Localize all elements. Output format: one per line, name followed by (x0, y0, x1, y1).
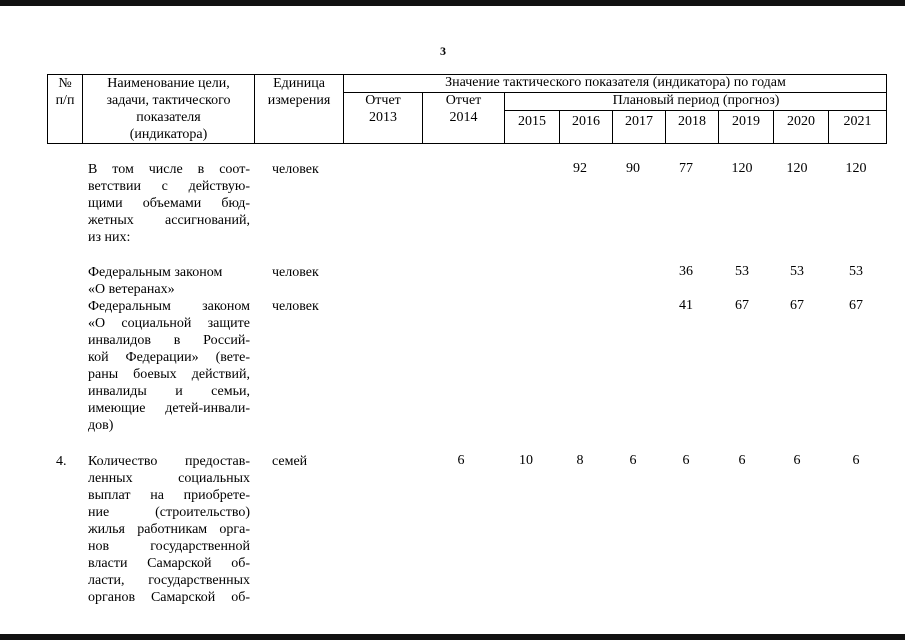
row3-name: Федеральным законом «О социальной защите инвалидов в Россий- кой Федерации» (вете- раны боевых действий, инвалиды и семьи, имеющие детей-инвали- дов) (88, 299, 250, 433)
row2-2020: 53 (790, 264, 804, 279)
header-year-2018: 2018 (678, 114, 706, 129)
row3-unit: человек (272, 299, 319, 314)
row1-2019: 120 (731, 161, 753, 176)
row4-num: 4. (56, 454, 67, 469)
row2-2019: 53 (735, 264, 749, 279)
row1-unit: человек (272, 162, 319, 177)
row4-2020: 6 (793, 453, 801, 468)
row1-2017: 90 (626, 161, 640, 176)
header-year-2015: 2015 (518, 114, 546, 129)
header-year-2021: 2021 (843, 114, 872, 129)
header-name-3: показателя (136, 110, 201, 125)
header-unit-2: измерения (267, 93, 331, 108)
row4-2019: 6 (738, 453, 746, 468)
header-year-2016: 2016 (572, 114, 600, 129)
row4-unit: семей (272, 454, 308, 469)
header-report-2014-label: Отчет (445, 93, 482, 108)
header-name-4: (индикатора) (129, 127, 208, 142)
row1-2016: 92 (573, 161, 587, 176)
header-name-1: Наименование цели, (107, 76, 230, 91)
header-year-2019: 2019 (732, 114, 760, 129)
row4-2017: 6 (629, 453, 637, 468)
row1-2018: 77 (679, 161, 693, 176)
header-unit-1: Единица (273, 76, 325, 91)
header-year-2020: 2020 (787, 114, 815, 129)
header-report-2013-year: 2013 (369, 110, 397, 125)
row3-2021: 67 (849, 298, 863, 313)
row3-2018: 41 (679, 298, 693, 313)
header-plan-period: Плановый период (прогноз) (612, 93, 780, 108)
row1-2021: 120 (845, 161, 867, 176)
row4-2014: 6 (457, 453, 465, 468)
row4-name: Количество предостав- ленных социальных выплат на приобрете- ние (строительство) жилья работникам орга- нов государственной власти Самарской об- ласти, государственных органов Самарской об- (88, 454, 250, 605)
table-header (47, 74, 887, 144)
scan-border-bottom (0, 634, 905, 640)
row1-2020: 120 (786, 161, 808, 176)
row2-unit: человек (272, 265, 319, 280)
header-name-2: задачи, тактического (106, 93, 231, 108)
row2-2021: 53 (849, 264, 863, 279)
scan-border-top (0, 0, 905, 6)
row3-2019: 67 (735, 298, 749, 313)
header-num-2: п/п (55, 93, 75, 108)
row2-name: Федеральным законом «О ветеранах» (88, 265, 223, 297)
header-report-2013-label: Отчет (365, 93, 401, 108)
row4-2021: 6 (852, 453, 860, 468)
page-number: 3 (440, 44, 446, 58)
row3-2020: 67 (790, 298, 804, 313)
header-report-2014-year: 2014 (449, 110, 478, 125)
row4-2016: 8 (576, 453, 584, 468)
header-num-1: № (58, 76, 72, 91)
header-values: Значение тактического показателя (индикатора) по годам (445, 75, 786, 90)
row4-2015: 10 (519, 453, 533, 468)
row4-2018: 6 (682, 453, 690, 468)
row1-name: В том числе в соот- ветствии с действую- щими объемами бюд- жетных ассигнований, из них: (88, 162, 250, 245)
header-year-2017: 2017 (625, 114, 653, 129)
row2-2018: 36 (679, 264, 693, 279)
